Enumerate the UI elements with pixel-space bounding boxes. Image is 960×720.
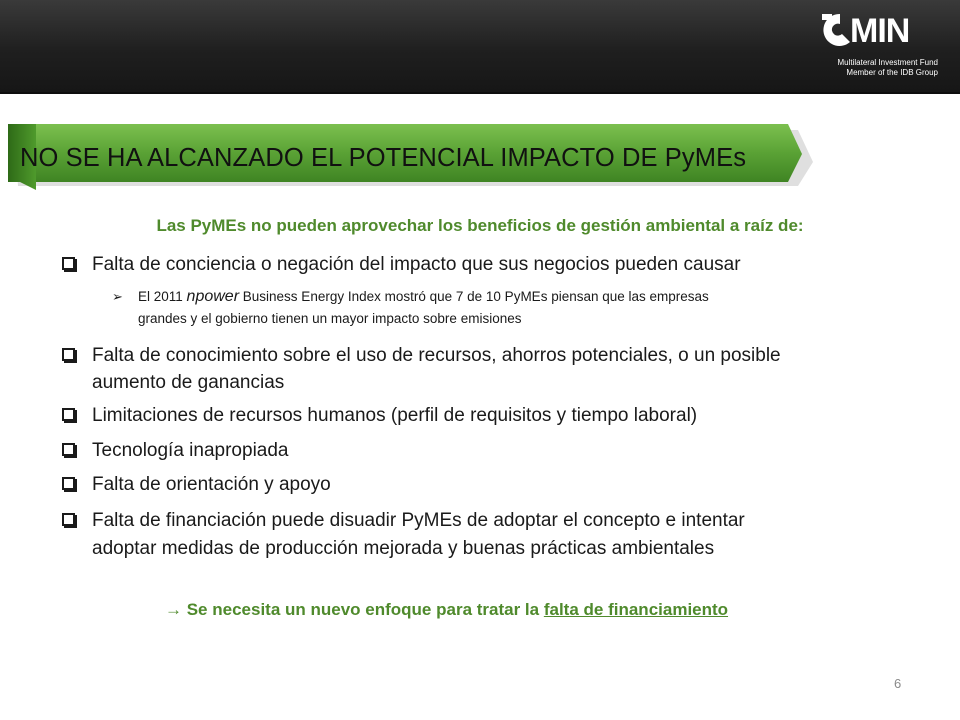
header-bar bbox=[0, 0, 960, 94]
checkbox-bullet-icon bbox=[62, 348, 75, 361]
checkbox-bullet-icon bbox=[62, 408, 75, 421]
sub-prefix: El 2011 bbox=[138, 289, 187, 304]
checkbox-bullet-icon bbox=[62, 513, 75, 526]
logo-subtitle-line1: Multilateral Investment Fund bbox=[837, 58, 938, 67]
logo-wordmark: MIN bbox=[850, 12, 910, 50]
page-title: NO SE HA ALCANZADO EL POTENCIAL IMPACTO DE PyMEs bbox=[20, 144, 747, 172]
bullet-text: Tecnología inapropiada bbox=[92, 440, 289, 461]
bullet-text: Falta de conocimiento sobre el uso de recursos, ahorros potenciales, o un posible bbox=[92, 345, 781, 366]
bullet-text: adoptar medidas de producción mejorada y buenas prácticas ambientales bbox=[92, 538, 715, 559]
checkbox-bullet-icon bbox=[62, 443, 75, 456]
bullet-text: Falta de orientación y apoyo bbox=[92, 474, 331, 495]
checkbox-bullet-icon bbox=[62, 477, 75, 490]
bullet-text: Falta de financiación puede disuadir PyMEs de adoptar el concepto e intentar bbox=[92, 510, 745, 531]
sub-emphasis: npower bbox=[186, 288, 240, 305]
checkbox-bullet-icon bbox=[62, 257, 75, 270]
bullet-text: aumento de ganancias bbox=[92, 372, 285, 393]
conclusion-text bbox=[165, 600, 728, 620]
bullet-text: Falta de conciencia o negación del impacto que sus negocios pueden causar bbox=[92, 254, 741, 275]
page-number: 6 bbox=[894, 676, 902, 691]
fomin-logo bbox=[820, 8, 938, 88]
conclusion-body: Se necesita un nuevo enfoque para tratar la bbox=[182, 600, 544, 619]
sub-rest: Business Energy Index mostró que 7 de 10 PyMEs piensan que las empresas bbox=[239, 289, 709, 304]
conclusion-underlined: falta de financiamiento bbox=[543, 600, 729, 619]
intro-text: Las PyMEs no pueden aprovechar los beneficios de gestión ambiental a raíz de: bbox=[156, 216, 804, 235]
logo-subtitle bbox=[820, 58, 938, 78]
bullet-text: Limitaciones de recursos humanos (perfil de requisitos y tiempo laboral) bbox=[92, 405, 698, 426]
logo-subtitle-line2: Member of the IDB Group bbox=[846, 68, 938, 77]
arrow-bullet-icon: ➢ bbox=[112, 289, 123, 304]
fomin-logo-mark-icon bbox=[820, 12, 854, 48]
sub-bullet-line1 bbox=[138, 286, 709, 308]
conclusion-arrow-icon: → bbox=[165, 600, 182, 619]
sub-bullet-line2: grandes y el gobierno tienen un mayor impacto sobre emisiones bbox=[138, 311, 522, 326]
